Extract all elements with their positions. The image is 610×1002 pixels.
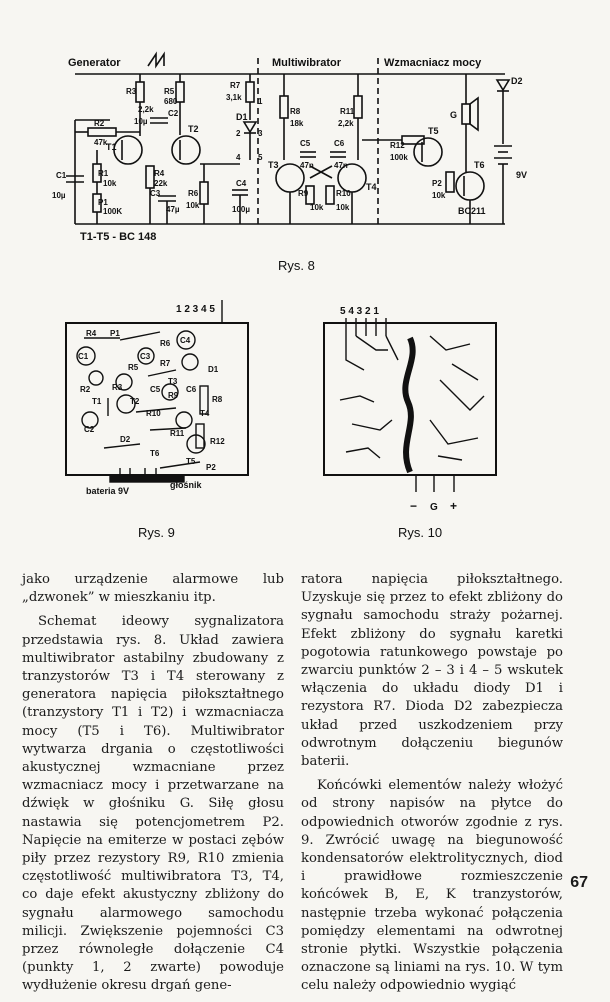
- page-number: 67: [570, 874, 588, 891]
- value-p2: 10k: [432, 191, 446, 200]
- layout-part-r10: R10: [146, 409, 161, 418]
- label-battery: 9V: [516, 170, 528, 180]
- value-p1: 100K: [103, 207, 123, 216]
- value-r1: 10k: [103, 179, 117, 188]
- layout-part-r8: R8: [212, 395, 223, 404]
- label-node-3: 3: [258, 129, 263, 138]
- label-r11: R11: [340, 107, 355, 116]
- label-d2: D2: [511, 76, 523, 86]
- value-r10: 10k: [336, 203, 350, 212]
- text-column-left: [22, 571, 284, 1002]
- figure-caption-rys-10: Rys. 10: [398, 525, 443, 540]
- value-r6: 10k: [186, 201, 200, 210]
- label-node-1: 1: [258, 97, 263, 106]
- label-r12: R12: [390, 141, 405, 150]
- paragraph: Końcówki elementów należy włożyć od strony napisów na płytce do odpowiednich otworów zgodnie z rys. 9. Zwrócić uwagę na biegunowość kondensatorów elektrolitycznych, diod i prawidłowe rozmieszczenie końcówek B, E, K tranzystorów, następnie trzeba wykonać połączenia pomiędzy elementami na odwrotnej stronie płytki. Wszystkie połączenia oznaczone są liniami na rys. 10. W tym celu należy odpowiednio wygiąć: [301, 778, 563, 994]
- label-c1: C1: [56, 171, 67, 180]
- label-t6: T6: [474, 160, 485, 170]
- label-transistors: T1-T5 - BC 148: [80, 231, 157, 243]
- label-c6: C6: [334, 139, 345, 148]
- label-r4: R4: [154, 169, 165, 178]
- paragraph: Schemat ideowy sygnalizatora przedstawia rys. 8. Układ zawiera multiwibrator astabilny zbudowany z tranzystorów T3 i T4 sterowany z generatora napięcia piłokształtnego (tranzystory T1 i T2) i wzmacniacza mocy (T5 i T6). Multiwibrator wytwarza drgania o częstotliwości akustycznej wzmacniane przez wzmacniacz mocy i przetwarzane na dźwięk w głośniku G. Siłę głosu nastawia się potencjometrem P2. Napięcie na emiterze w postaci zębów piły przez rezystory R9, R10 zmienia częstotliwość multiwibratora T3, T4, co daje efekt akustyczny zbliżony do sygnału alarmowego samochodu milicji. Zwiększenie pojemności C3 przez równoległe dołączenie C4 (punkty 1, 2 zwarte) powoduje wydłużenie okresu drgań gene-: [22, 614, 284, 994]
- label-c2: C2: [168, 109, 179, 118]
- label-c4: C4: [236, 179, 247, 188]
- value-r5: 680: [164, 97, 178, 106]
- value-r7: 3,1k: [226, 93, 242, 102]
- label-t6-type: BC211: [458, 206, 486, 216]
- wiring-pins: 5 4 3 2 1: [340, 306, 379, 317]
- layout-part-r2: R2: [80, 385, 91, 394]
- label-r5: R5: [164, 87, 175, 96]
- layout-pins: 1 2 3 4 5: [176, 304, 215, 315]
- layout-part-t3: T3: [168, 377, 178, 386]
- value-r11: 2,2k: [338, 119, 354, 128]
- layout-part-p1: P1: [110, 329, 120, 338]
- value-r9: 10k: [310, 203, 324, 212]
- label-r8: R8: [290, 107, 301, 116]
- figure-caption-rys-9: Rys. 9: [138, 525, 175, 540]
- label-node-4: 4: [236, 153, 241, 162]
- label-g: G: [450, 110, 458, 120]
- layout-part-r4: R4: [86, 329, 97, 338]
- label-multiwibrator: Multiwibrator: [272, 57, 342, 69]
- wiring-minus: −: [410, 499, 418, 513]
- label-r7: R7: [230, 81, 241, 90]
- text-column-right: [301, 571, 563, 1002]
- label-r9: R9: [298, 189, 309, 198]
- label-node-5: 5: [258, 153, 263, 162]
- figure-caption-rys-8: Rys. 8: [278, 258, 315, 273]
- label-r2: R2: [94, 119, 105, 128]
- value-c1: 10µ: [52, 191, 66, 200]
- value-r8: 18k: [290, 119, 304, 128]
- layout-part-r5: R5: [128, 363, 139, 372]
- value-r4: 22k: [154, 179, 168, 188]
- label-t2: T2: [188, 124, 199, 134]
- layout-part-t2: T2: [130, 397, 140, 406]
- label-generator: Generator: [68, 57, 121, 69]
- layout-part-d1: D1: [208, 365, 219, 374]
- layout-part-t5: T5: [186, 457, 196, 466]
- value-c2: 10µ: [134, 117, 148, 126]
- paragraph: ratora napięcia piłokształtnego. Uzyskuje się przez to efekt zbliżony do sygnału samochodu straży pożarnej. Efekt zbliżony do sygnału karetki pogotowia ratunkowego powstaje po zwarciu punktów 2 – 3 i 4 – 5 wskutek włączenia do układu diody D1 i rezystora R7. Dioda D2 zabezpiecza układ przed uszkodzeniem przy odwrotnym dołączeniu biegunów baterii.: [301, 572, 563, 770]
- layout-glosnik: głośnik: [170, 480, 202, 490]
- label-r6: R6: [188, 189, 199, 198]
- label-node-2: 2: [236, 129, 241, 138]
- layout-part-t1: T1: [92, 397, 102, 406]
- label-p2: P2: [432, 179, 442, 188]
- label-c5: C5: [300, 139, 311, 148]
- layout-part-r7: R7: [160, 359, 171, 368]
- value-c4: 100µ: [232, 205, 250, 214]
- layout-part-c2: C2: [84, 425, 95, 434]
- wiring-g: G: [430, 502, 438, 513]
- layout-part-c4: C4: [180, 336, 191, 345]
- label-t3: T3: [268, 160, 279, 170]
- layout-part-t6: T6: [150, 449, 160, 458]
- layout-bateria: bateria 9V: [86, 486, 130, 496]
- label-t4: T4: [366, 182, 377, 192]
- layout-part-r6: R6: [160, 339, 171, 348]
- value-r12: 100k: [390, 153, 408, 162]
- label-wzmacniacz: Wzmacniacz mocy: [384, 57, 482, 69]
- value-r2: 47k: [94, 138, 108, 147]
- layout-part-r12: R12: [210, 437, 225, 446]
- layout-part-t4: T4: [200, 409, 210, 418]
- label-d1: D1: [236, 112, 248, 122]
- layout-part-c6: C6: [186, 385, 197, 394]
- value-c3: 47µ: [166, 205, 180, 214]
- label-c3: C3: [150, 189, 161, 198]
- label-r1: R1: [98, 169, 109, 178]
- layout-part-p2: P2: [206, 463, 216, 472]
- label-p1: P1: [98, 198, 108, 207]
- wiring-plus: +: [450, 499, 458, 513]
- label-r10: R10: [336, 189, 351, 198]
- layout-part-c5: C5: [150, 385, 161, 394]
- label-r3: R3: [126, 87, 137, 96]
- layout-part-d2: D2: [120, 435, 131, 444]
- layout-part-c3: C3: [140, 352, 151, 361]
- value-c6: 47n: [334, 161, 348, 170]
- label-t5: T5: [428, 126, 439, 136]
- value-r3: 2,2k: [138, 105, 154, 114]
- label-t1: T1: [106, 142, 117, 152]
- layout-part-c1: C1: [78, 352, 89, 361]
- layout-part-r11: R11: [170, 429, 185, 438]
- paragraph: jako urządzenie alarmowe lub „dzwonek” w mieszkaniu itp.: [22, 572, 284, 606]
- value-c5: 47n: [300, 161, 314, 170]
- layout-part-r3: R3: [112, 383, 123, 392]
- layout-part-r9: R9: [168, 391, 179, 400]
